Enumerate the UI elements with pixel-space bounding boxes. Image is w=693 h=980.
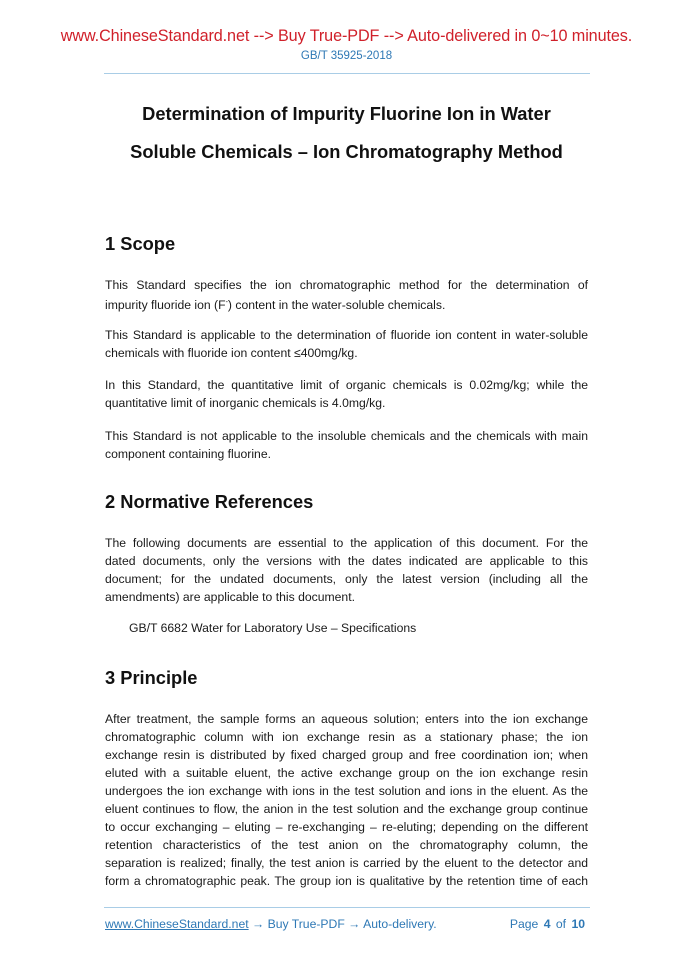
- text-line: to occur exchanging – eluting – re-exchanging – re-eluting; depending on the different: [105, 820, 588, 834]
- text-line: undergoes the ion exchange with ions in the test solution and ions in the eluent. As the: [105, 784, 588, 798]
- standard-code: GB/T 35925-2018: [300, 50, 393, 62]
- section-heading-scope: 1 Scope: [105, 233, 176, 254]
- document-title-line-1: Determination of Impurity Fluorine Ion in Water: [142, 103, 551, 124]
- text-line: eluted with a suitable eluent, the active exchange group on the ion exchange resin: [105, 766, 588, 780]
- scope-paragraph-3: [105, 376, 588, 412]
- text-line: quantitative limit of inorganic chemicals is 4.0mg/kg.: [105, 396, 386, 410]
- scope-paragraph-1: [105, 276, 588, 314]
- text-line: The following documents are essential to the application of this document. For the: [105, 536, 588, 550]
- page-of-label: of: [555, 917, 567, 931]
- principle-paragraph: [105, 710, 588, 890]
- footer-website-link[interactable]: www.ChineseStandard.net: [105, 917, 249, 931]
- document-title-line-2: Soluble Chemicals – Ion Chromatography Method: [130, 141, 563, 162]
- text-line: This Standard is applicable to the determination of fluoride ion content in water-soluble: [105, 328, 588, 342]
- text-line: chemicals with fluoride ion content ≤400mg/kg.: [105, 346, 358, 360]
- text-line: amendments) are applicable to this document.: [105, 590, 355, 604]
- text-line: [105, 294, 588, 314]
- text-line: form a chromatographic peak. The group ion is qualitative by the retention time of each: [105, 874, 588, 888]
- text-fragment: impurity fluoride ion (F: [105, 298, 226, 312]
- text-line: document; for the undated documents, only the latest version (including all the: [105, 572, 588, 586]
- text-line: This Standard is not applicable to the insoluble chemicals and the chemicals with main: [105, 429, 588, 443]
- section-heading-normative-references: 2 Normative References: [105, 491, 314, 512]
- section-heading-principle: 3 Principle: [105, 667, 198, 688]
- text-line: component containing fluorine.: [105, 447, 271, 461]
- scope-paragraph-4: [105, 427, 588, 463]
- footer-promo: [105, 917, 437, 931]
- text-line: separation is realized; finally, the test anion is carried by the eluent to the detector and: [105, 856, 588, 870]
- text-fragment: ) content in the water-soluble chemicals.: [227, 298, 446, 312]
- references-paragraph: [105, 534, 588, 606]
- page-label: Page: [509, 917, 539, 931]
- text-line: In this Standard, the quantitative limit of organic chemicals is 0.02mg/kg; while the: [105, 378, 588, 392]
- text-line: eluent continues to flow, the anion in the test solution and the exchange group continue: [105, 802, 588, 816]
- scope-paragraph-2: [105, 326, 588, 362]
- page-total: 10: [571, 917, 585, 931]
- text-line: chromatographic column with ion exchange resin as a stationary phase; the ion: [105, 730, 588, 744]
- reference-item: GB/T 6682 Water for Laboratory Use – Specifications: [129, 621, 417, 635]
- text-line: retention characteristics of the test anion on the chromatography column, the: [105, 838, 588, 852]
- text-line: This Standard specifies the ion chromatographic method for the determination of: [105, 278, 588, 292]
- footer-promo-text: → Buy True-PDF → Auto-delivery.: [248, 917, 437, 931]
- text-line: exchange resin is distributed by fixed charged group and free coordination ion; when: [105, 748, 588, 762]
- footer-divider: [104, 907, 590, 908]
- page-current: 4: [543, 917, 551, 931]
- superscript-minus: -: [225, 299, 228, 306]
- text-line: After treatment, the sample forms an aqueous solution; enters into the ion exchange: [105, 712, 588, 726]
- promo-banner[interactable]: www.ChineseStandard.net --> Buy True-PDF --> Auto-delivered in 0~10 minutes.: [60, 27, 633, 45]
- page-indicator: [510, 917, 585, 931]
- text-line: dated documents, only the versions with the dates indicated are applicable to this: [105, 554, 588, 568]
- header-divider: [104, 73, 590, 74]
